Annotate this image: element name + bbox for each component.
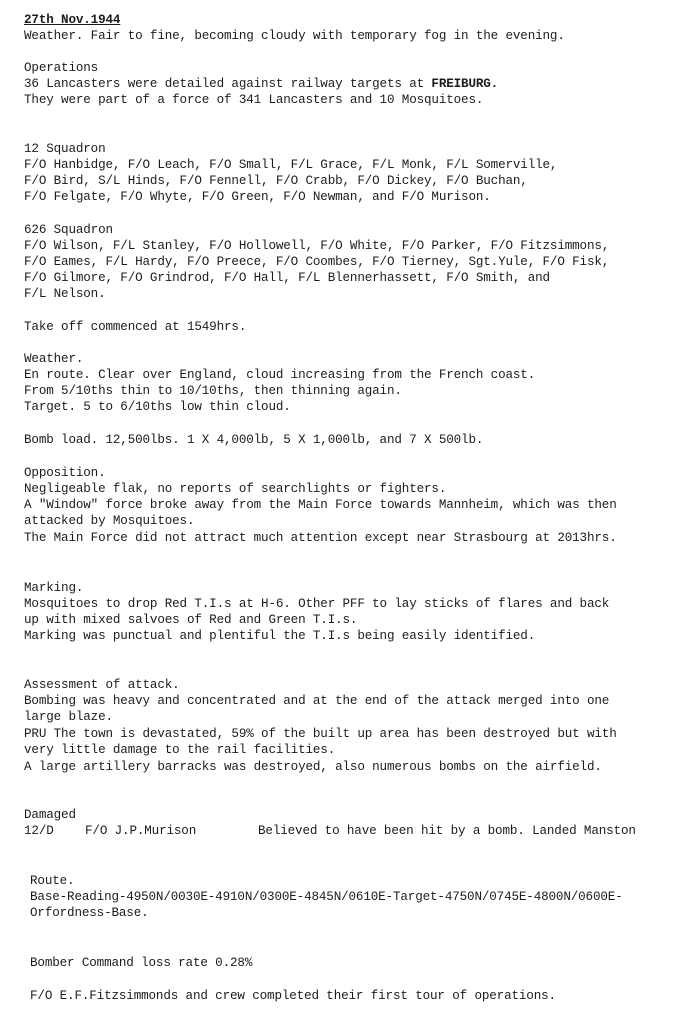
- squadron-626-crew-line: F/O Wilson, F/L Stanley, F/O Hollowell, F/O White, F/O Parker, F/O Fitzsimmons,: [24, 239, 610, 253]
- assessment-line: Bombing was heavy and concentrated and at the end of the attack merged into one: [24, 694, 610, 708]
- weather-line: From 5/10ths thin to 10/10ths, then thinning again.: [24, 384, 402, 398]
- opposition-heading: Opposition.: [24, 466, 106, 480]
- route-line: Base-Reading-4950N/0030E-4910N/0300E-4845N/0610E-Target-4750N/0745E-4800N/0600E-: [30, 890, 623, 904]
- squadron-12-crew-line: F/O Hanbidge, F/O Leach, F/O Small, F/L Grace, F/L Monk, F/L Somerville,: [24, 158, 558, 172]
- squadron-626-crew-line: F/L Nelson.: [24, 287, 106, 301]
- opposition-line: attacked by Mosquitoes.: [24, 514, 195, 528]
- opposition-line: Negligeable flak, no reports of searchlights or fighters.: [24, 482, 447, 496]
- marking-line: Marking was punctual and plentiful the T.I.s being easily identified.: [24, 629, 536, 643]
- marking-heading: Marking.: [24, 581, 84, 595]
- operations-line-1: [24, 76, 498, 92]
- assessment-line: PRU The town is devastated, 59% of the built up area has been destroyed but with: [24, 727, 617, 741]
- opposition-line: The Main Force did not attract much attention except near Strasbourg at 2013hrs.: [24, 531, 617, 545]
- operations-heading: Operations: [24, 61, 99, 75]
- operations-line-2: They were part of a force of 341 Lancasters and 10 Mosquitoes.: [24, 93, 484, 107]
- damaged-crew: F/O J.P.Murison: [85, 824, 197, 838]
- marking-line: up with mixed salvoes of Red and Green T.I.s.: [24, 613, 358, 627]
- squadron-626-heading: 626 Squadron: [24, 223, 113, 237]
- damaged-heading: Damaged: [24, 808, 76, 822]
- weather-line: En route. Clear over England, cloud increasing from the French coast.: [24, 368, 536, 382]
- assessment-line: large blaze.: [24, 710, 113, 724]
- route-heading: Route.: [30, 874, 75, 888]
- target-name: FREIBURG.: [431, 77, 499, 91]
- squadron-12-crew-line: F/O Felgate, F/O Whyte, F/O Green, F/O Newman, and F/O Murison.: [24, 190, 491, 204]
- marking-line: Mosquitoes to drop Red T.I.s at H-6. Other PFF to lay sticks of flares and back: [24, 597, 610, 611]
- opposition-line: A "Window" force broke away from the Main Force towards Mannheim, which was then: [24, 498, 617, 512]
- operations-line-1-text: 36 Lancasters were detailed against railway targets at: [24, 77, 432, 91]
- assessment-line: A large artillery barracks was destroyed, also numerous bombs on the airfield.: [24, 760, 602, 774]
- bomb-load: Bomb load. 12,500lbs. 1 X 4,000lb, 5 X 1,000lb, and 7 X 500lb.: [24, 433, 484, 447]
- loss-rate: Bomber Command loss rate 0.28%: [30, 956, 253, 970]
- assessment-heading: Assessment of attack.: [24, 678, 180, 692]
- damaged-note: Believed to have been hit by a bomb. Landed Manston: [258, 824, 636, 838]
- closing-note: F/O E.F.Fitzsimmonds and crew completed their first tour of operations.: [30, 989, 556, 1003]
- squadron-12-heading: 12 Squadron: [24, 142, 106, 156]
- squadron-626-crew-line: F/O Gilmore, F/O Grindrod, F/O Hall, F/L Blennerhassett, F/O Smith, and: [24, 271, 550, 285]
- takeoff-time: Take off commenced at 1549hrs.: [24, 320, 247, 334]
- entry-date: 27th Nov.1944: [24, 13, 121, 27]
- weather-heading: Weather.: [24, 352, 84, 366]
- assessment-line: very little damage to the rail facilities.: [24, 743, 336, 757]
- damaged-unit: 12/D: [24, 824, 54, 838]
- squadron-626-crew-line: F/O Eames, F/L Hardy, F/O Preece, F/O Coombes, F/O Tierney, Sgt.Yule, F/O Fisk,: [24, 255, 610, 269]
- route-line: Orfordness-Base.: [30, 906, 149, 920]
- weather-line: Target. 5 to 6/10ths low thin cloud.: [24, 400, 291, 414]
- weather-summary: Weather. Fair to fine, becoming cloudy with temporary fog in the evening.: [24, 29, 565, 43]
- squadron-12-crew-line: F/O Bird, S/L Hinds, F/O Fennell, F/O Crabb, F/O Dickey, F/O Buchan,: [24, 174, 528, 188]
